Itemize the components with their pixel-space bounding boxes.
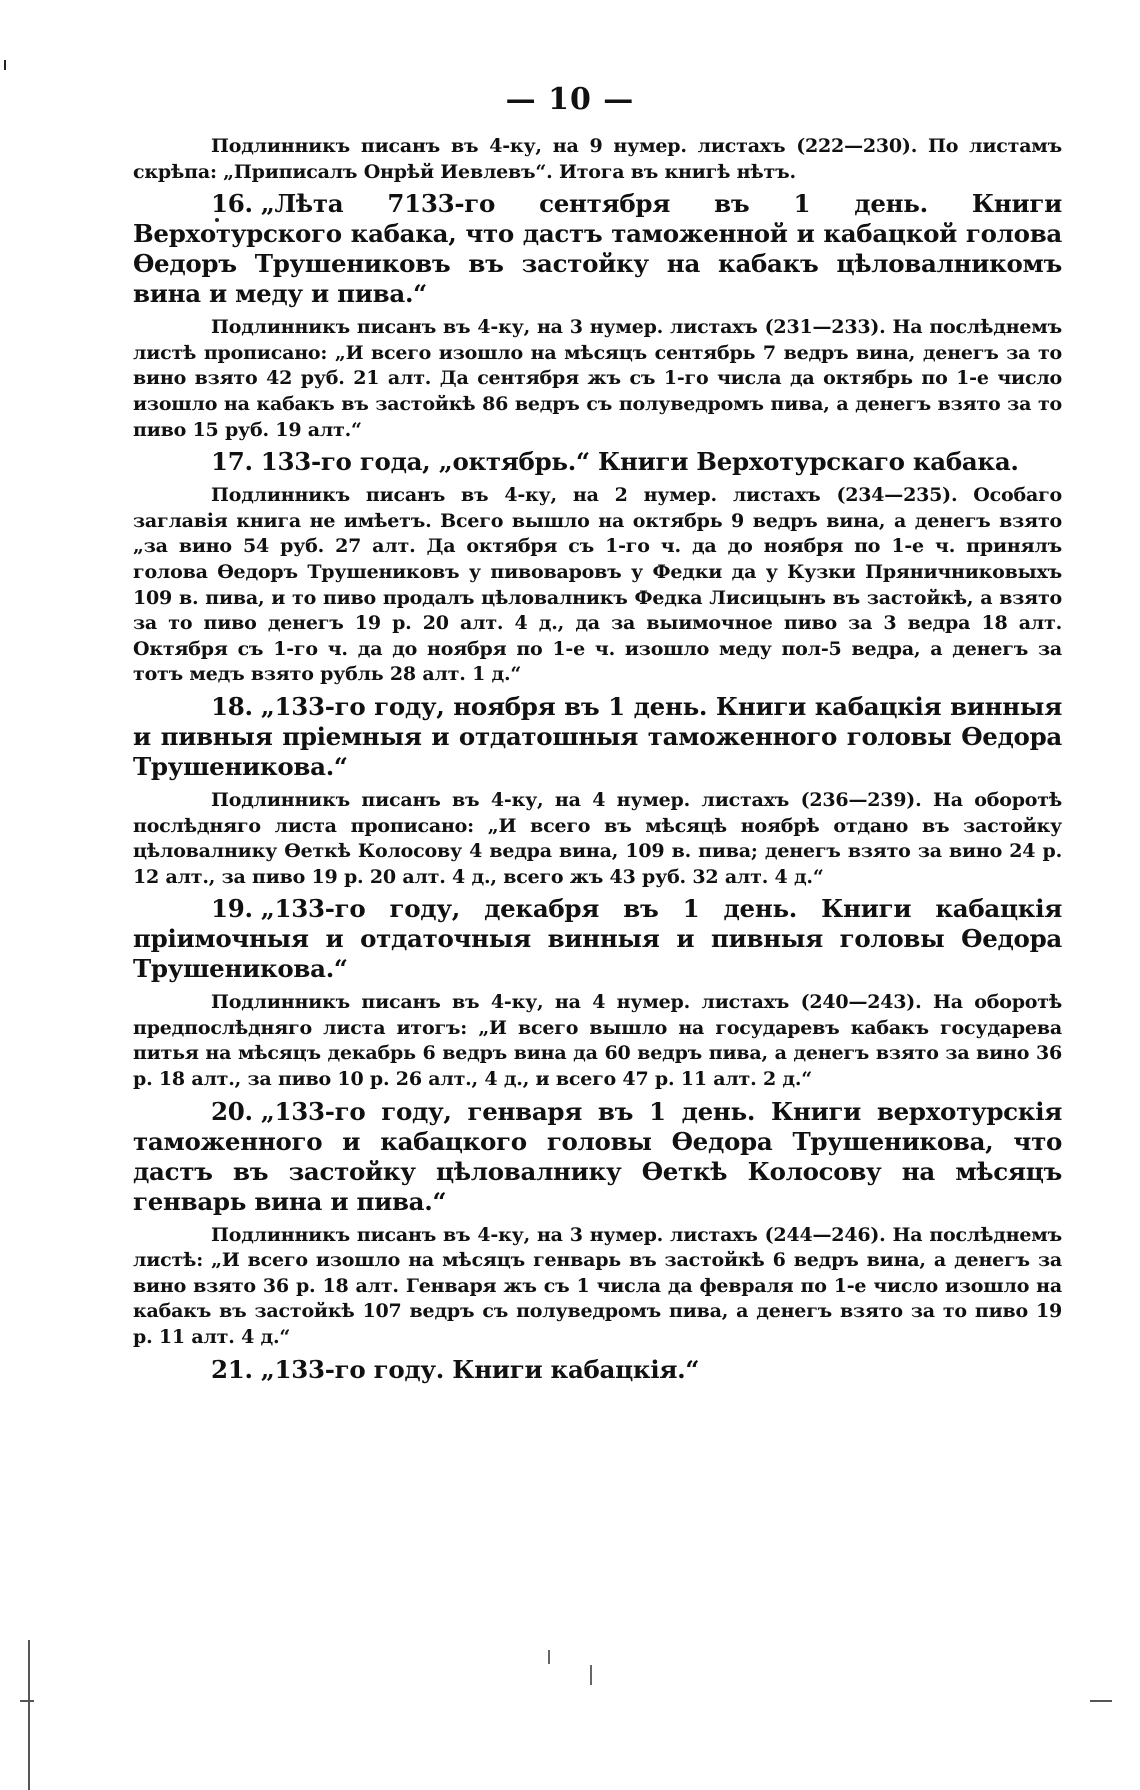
entry-number: 19. — [211, 894, 253, 924]
entry-title: 133-го года, „октябрь.“ Книги Верхотурскаго кабака. — [260, 447, 1019, 477]
entry-number: 17. — [211, 447, 253, 477]
text-column — [133, 134, 1062, 1391]
entry-number: 16. — [211, 189, 253, 219]
note-text: Подлинникъ писанъ въ 4-ку, на 9 нумер. листахъ (222—230). По листамъ скрѣпа: „Приписалъ Онрѣй Иевлевъ“. Итога въ книгѣ нѣтъ. — [133, 135, 1062, 183]
note-text: Подлинникъ писанъ въ 4-ку, на 3 нумер. листахъ (244—246). На послѣднемъ листѣ: „И всего изошло на мѣсяцъ генварь въ застойкѣ 6 ведръ вина, а денегъ за вино взято 36 р. 18 алт. Генваря жъ съ 1 числа да февраля по 1-е число изошло на кабакъ въ застойкѣ 107 ведръ съ полуведромъ пива, а денегъ взято за то пиво 19 р. 11 алт. 4 д.“ — [133, 1223, 1062, 1349]
note-text: Подлинникъ писанъ въ 4-ку, на 4 нумер. листахъ (236—239). На оборотѣ послѣдняго листа прописано: „И всего въ мѣсяцѣ ноябрѣ отдано въ застойку цѣловалнику Ѳеткѣ Колосову 4 ведра вина, 109 в. пива; денегъ взято за вино 24 р. 12 алт., за пиво 19 р. 20 алт. 4 д., всего жъ 43 руб. 32 алт. 4 д.“ — [133, 788, 1062, 888]
margin-mark — [20, 1700, 34, 1702]
archive-note — [133, 788, 1062, 890]
margin-mark — [1090, 1700, 1112, 1702]
entry-number: 20. — [211, 1096, 253, 1126]
archive-note — [133, 483, 1062, 688]
archive-note — [133, 134, 1062, 185]
entry-title: „133-го году, декабря въ 1 день. Книги кабацкія пріимочныя и отдаточныя винныя и пивныя головы Ѳедора Трушеникова.“ — [133, 894, 1062, 984]
archive-entry — [133, 189, 1062, 309]
page-number: — 10 — — [505, 82, 635, 117]
entry-title: „133-го году, генваря въ 1 день. Книги верхотурскія таможенного и кабацкого головы Ѳедора Трушеникова, что дастъ въ застойку цѣловалнику Ѳеткѣ Колосову на мѣсяцъ генварь вина и пива.“ — [133, 1096, 1062, 1216]
archive-entry — [133, 1097, 1062, 1217]
margin-mark — [548, 1650, 550, 1664]
entry-title: „Лѣта 7133-го сентября въ 1 день. Книги Верхотурского кабака, что дастъ таможенной и кабацкой голова Ѳедоръ Трушениковъ въ застойку на кабакъ цѣловалникомъ вина и меду и пива.“ — [133, 189, 1062, 309]
archive-note — [133, 315, 1062, 443]
archive-entry — [133, 894, 1062, 984]
note-text: Подлинникъ писанъ въ 4-ку, на 2 нумер. листахъ (234—235). Особаго заглавія книга не имѣетъ. Всего вышло на октябрь 9 ведръ вина, а денегъ взято „за вино 54 руб. 27 алт. Да октября съ 1-го ч. да до ноября по 1-е ч. принялъ голова Ѳедоръ Трушениковъ у пивоваровъ у Федки да у Кузки Пряничниковыхъ 109 в. пива, и то пиво продалъ цѣловалникъ Федка Лисицынъ въ застойкѣ, а взято за то пиво денегъ 19 р. 20 алт. 4 д., да за выимочное пиво за 3 ведра 18 алт. Октября съ 1-го ч. да до ноября по 1-е ч. изошло меду пол-5 ведра, а денегъ за тотъ медъ взято рубль 28 алт. 1 д.“ — [133, 484, 1062, 686]
note-text: Подлинникъ писанъ въ 4-ку, на 4 нумер. листахъ (240—243). На оборотѣ предпослѣдняго листа итогъ: „И всего вышло на государевъ кабакъ государева питья на мѣсяцъ декабрь 6 ведръ вина да 60 ведръ пива, а денегъ взято за вино 36 р. 18 алт., за пиво 10 р. 26 алт., 4 д., и всего 47 р. 11 алт. 2 д.“ — [133, 991, 1062, 1091]
margin-mark — [4, 60, 6, 70]
entry-number: 21. — [211, 1354, 253, 1384]
archive-entry — [133, 1355, 1062, 1385]
margin-mark — [28, 1640, 30, 1790]
margin-mark — [590, 1665, 592, 1685]
entry-title: „133-го году. Книги кабацкія.“ — [260, 1354, 700, 1384]
note-text: Подлинникъ писанъ въ 4-ку, на 3 нумер. листахъ (231—233). На послѣднемъ листѣ прописано: „И всего изошло на мѣсяцъ сентябрь 7 ведръ вина, денегъ за то вино взято 42 руб. 21 алт. Да сентября жъ съ 1-го числа да октябрь по 1-е число изошло на кабакъ въ застойкѣ 86 ведръ съ полуведромъ пива, а денегъ взято за то пиво 15 руб. 19 алт.“ — [133, 316, 1062, 441]
entry-title: „133-го году, ноября въ 1 день. Книги кабацкія винныя и пивныя пріемныя и отдатошныя таможенного головы Ѳедора Трушеникова.“ — [133, 691, 1062, 781]
archive-entry — [133, 692, 1062, 782]
entry-number: 18. — [211, 691, 253, 721]
archive-note — [133, 1223, 1062, 1351]
archive-entry — [133, 447, 1062, 477]
archive-note — [133, 990, 1062, 1092]
